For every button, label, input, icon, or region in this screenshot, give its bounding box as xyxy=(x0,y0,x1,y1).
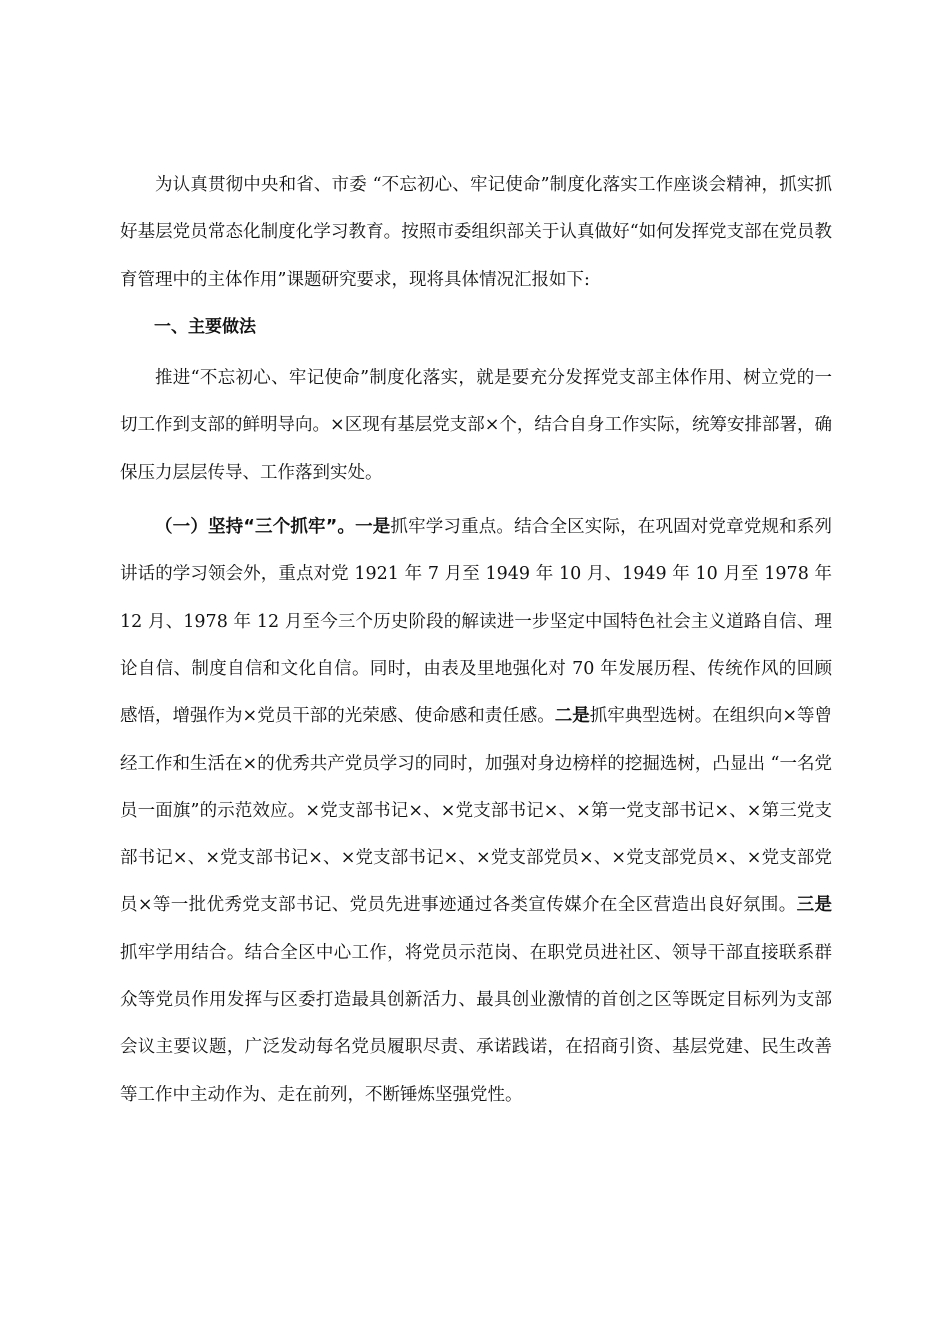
subsection-paragraph xyxy=(120,504,832,1119)
intro-paragraph: 为认真贯彻中央和省、市委 “不忘初心、牢记使命”制度化落实工作座谈会精神，抓实抓好基层党员常态化制度化学习教育。按照市委组织部关于认真做好“如何发挥党支部在党员教育管理中的主体作用”课题研究要求，现将具体情况汇报如下: xyxy=(120,175,832,290)
point-text-3: 抓牢学用结合。结合全区中心工作，将党员示范岗、在职党员进社区、领导干部直接联系群众等党员作用发挥与区委打造最具创新活力、最具创业激情的首创之区等既定目标列为支部会议主要议题，广泛发动每名党员履职尽责、承诺践诺，在招商引资、基层党建、民生改善等工作中主动作为、走在前列，不断锤炼坚强党性。 xyxy=(120,942,832,1105)
point-text-2: 抓牢典型选树。在组织向×等曾经工作和生活在×的优秀共产党员学习的同时，加强对身边榜样的挖掘选树，凸显出 “一名党员一面旗”的示范效应。×党支部书记×、×党支部书记×、×第一党支部书记×、×第三党支部书记×、×党支部书记×、×党支部书记×、×党支部党员×、×党支部党员×、×党支部党员×等一批优秀党支部书记、党员先进事迹通过各类宣传媒介在全区营造出良好氛围。 xyxy=(120,706,832,916)
point-text-1: 抓牢学习重点。结合全区实际，在巩固对党章党规和系列讲话的学习领会外，重点对党 1921 年 7 月至 1949 年 10 月、1949 年 10 月至 1978 年 12 月、1978 年 12 月至今三个历史阶段的解读进一步坚定中国特色社会主义道路自信、理论自信、制度自信和文化自信。同时，由表及里地强化对 70 年发展历程、传统作风的回顾感悟，增强作为×党员干部的光荣感、使命感和责任感。 xyxy=(120,517,832,727)
subsection-title: （一）坚持“三个抓牢”。 xyxy=(155,517,356,538)
point-lead-2: 二是 xyxy=(554,706,590,727)
section-heading-main-practices: 一、主要做法 xyxy=(154,316,256,337)
section-paragraph: 推进“不忘初心、牢记使命”制度化落实，就是要充分发挥党支部主体作用、树立党的一切工作到支部的鲜明导向。×区现有基层党支部×个，结合自身工作实际，统筹安排部署，确保压力层层传导、工作落到实处。 xyxy=(120,368,832,483)
point-lead-3: 三是 xyxy=(796,895,832,916)
point-lead-1: 一是 xyxy=(355,517,391,538)
document-page xyxy=(120,162,832,1119)
